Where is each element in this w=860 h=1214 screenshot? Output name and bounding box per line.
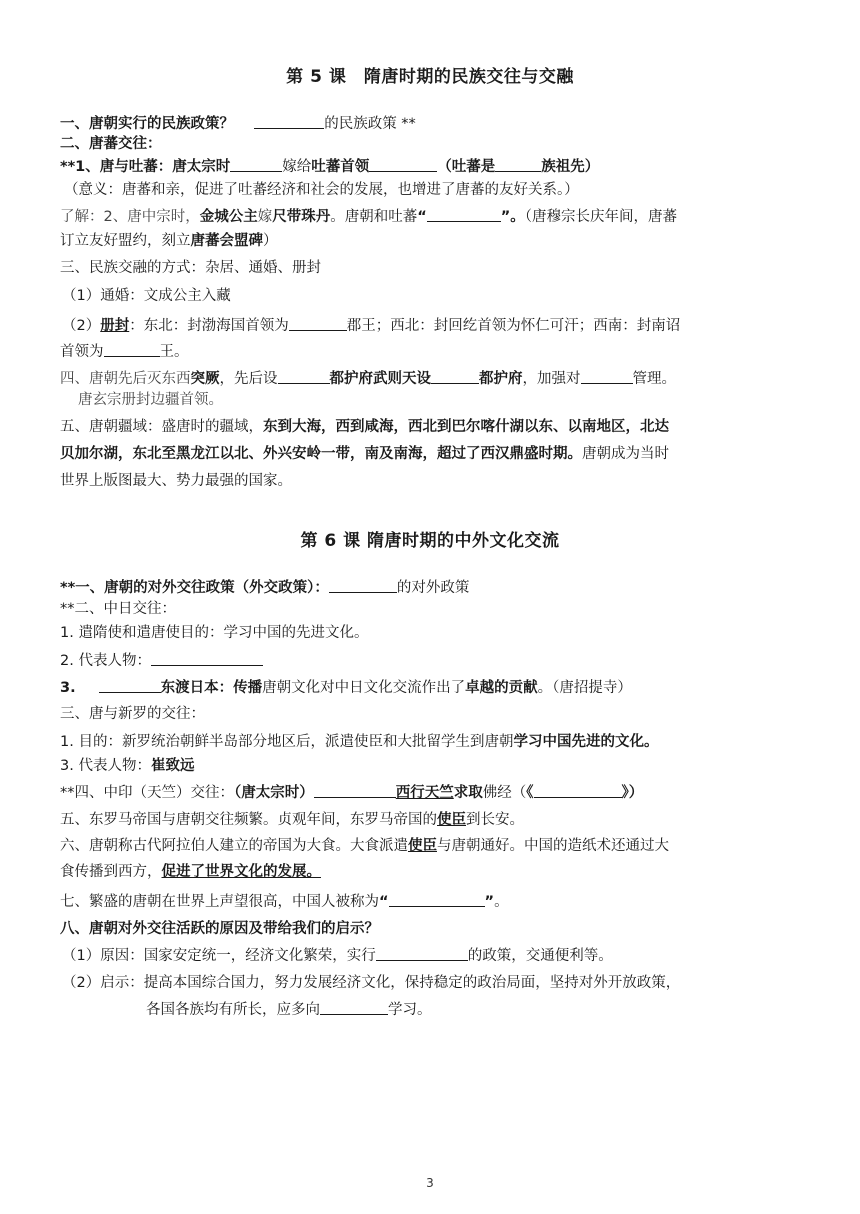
- blank[interactable]: [495, 156, 541, 172]
- blank[interactable]: [431, 368, 479, 384]
- l6-line-1: **一、唐朝的对外交往政策（外交政策）： 的对外政策: [60, 577, 800, 598]
- lesson6-title: 第 6 课 隋唐时期的中外文化交流: [300, 531, 560, 551]
- l6-line-12: 食传播到西方，促进了世界文化的发展。: [60, 864, 321, 880]
- l5-line-13: 五、唐朝疆域：盛唐时的疆域，东到大海，西到咸海，西北到巴尔喀什湖以东、以南地区，北达: [60, 419, 669, 435]
- l6-line-13: 七、繁盛的唐朝在世界上声望很高，中国人被称为“ ”。: [60, 891, 800, 912]
- l6-line-14: 八、唐朝对外交往活跃的原因及带给我们的启示？: [60, 921, 379, 937]
- l5-line-12: 唐玄宗册封边疆首领。: [78, 392, 223, 408]
- l6-line-8: 3. 代表人物：崔致远: [60, 758, 195, 774]
- blank[interactable]: [376, 945, 468, 961]
- l5-line-11: 四、唐朝先后灭东西突厥，先后设 都护府武则天设 都护府，加强对 管理。: [60, 368, 800, 389]
- l6-line-9: **四、中印（天竺）交往：（唐太宗时） 西行天竺求取佛经（《 》）: [60, 782, 800, 803]
- blank[interactable]: [278, 368, 330, 384]
- l5-line-1: 一、唐朝实行的民族政策？ 的民族政策 **: [60, 113, 800, 134]
- l5-line-10: 首领为 王。: [60, 341, 800, 362]
- blank[interactable]: [314, 782, 396, 798]
- l6-line-5: 3. 东渡日本：传播唐朝文化对中日文化交流作出了卓越的贡献。（唐招提寺）: [60, 677, 800, 698]
- blank[interactable]: [329, 577, 397, 593]
- blank[interactable]: [289, 315, 347, 331]
- blank[interactable]: [104, 341, 160, 357]
- page-number: 3: [426, 1176, 434, 1190]
- l6-line-16: （2）启示：提高本国综合国力，努力发展经济文化，保持稳定的政治局面，坚持对外开放政策，: [62, 975, 681, 991]
- l6-line-6: 三、唐与新罗的交往：: [60, 706, 205, 722]
- l5-line-2: 二、唐蕃交往：: [60, 136, 162, 152]
- blank[interactable]: [389, 891, 485, 907]
- blank[interactable]: [581, 368, 633, 384]
- l6-line-7: 1. 目的：新罗统治朝鲜半岛部分地区后，派遣使臣和大批留学生到唐朝学习中国先进的文化。: [60, 734, 659, 750]
- l6-line-3: 1. 遣隋使和遣唐使目的：学习中国的先进文化。: [60, 625, 369, 641]
- l6-line-2: **二、中日交往：: [60, 601, 176, 617]
- l5-line-14: 贝加尔湖，东北至黑龙江以北、外兴安岭一带，南及南海，超过了西汉鼎盛时期。唐朝成为当时: [60, 446, 669, 462]
- blank[interactable]: [320, 999, 388, 1015]
- l6-line-17: 各国各族均有所长，应多向 学习。: [146, 999, 860, 1020]
- l6-line-4: 2. 代表人物：: [60, 650, 800, 671]
- lesson5-title: 第 5 课 隋唐时期的民族交往与交融: [286, 67, 574, 87]
- l6-line-15: （1）原因：国家安定统一，经济文化繁荣，实行 的政策，交通便利等。: [62, 945, 802, 966]
- blank[interactable]: [369, 156, 437, 172]
- l5-line-4: （意义：唐蕃和亲，促进了吐蕃经济和社会的发展，也增进了唐蕃的友好关系。）: [64, 182, 579, 198]
- l6-line-10: 五、东罗马帝国与唐朝交往频繁。贞观年间，东罗马帝国的使臣到长安。: [60, 812, 524, 828]
- l5-line-3: **1、唐与吐蕃：唐太宗时 嫁给吐蕃首领 （吐蕃是 族祖先）: [60, 156, 800, 177]
- l5-line-15: 世界上版图最大、势力最强的国家。: [60, 473, 292, 489]
- blank[interactable]: [427, 206, 501, 222]
- l6-line-11: 六、唐朝称古代阿拉伯人建立的帝国为大食。大食派遣使臣与唐朝通好。中国的造纸术还通过大: [60, 838, 669, 854]
- l5-line-9: （2）册封：东北：封渤海国首领为 郡王；西北：封回纥首领为怀仁可汗；西南：封南诏: [62, 315, 802, 336]
- l5-line-6: 订立友好盟约，刻立唐蕃会盟碑）: [60, 233, 278, 249]
- blank[interactable]: [534, 782, 622, 798]
- l5-line-8: （1）通婚：文成公主入藏: [62, 288, 231, 304]
- blank[interactable]: [230, 156, 282, 172]
- l5-line-7: 三、民族交融的方式：杂居、通婚、册封: [60, 260, 321, 276]
- blank[interactable]: [254, 113, 324, 129]
- blank[interactable]: [151, 650, 263, 666]
- blank[interactable]: [99, 677, 161, 693]
- l5-line-5: 了解：2、唐中宗时，金城公主嫁尺带珠丹。唐朝和吐蕃“ ”。（唐穆宗长庆年间，唐蕃: [60, 206, 800, 227]
